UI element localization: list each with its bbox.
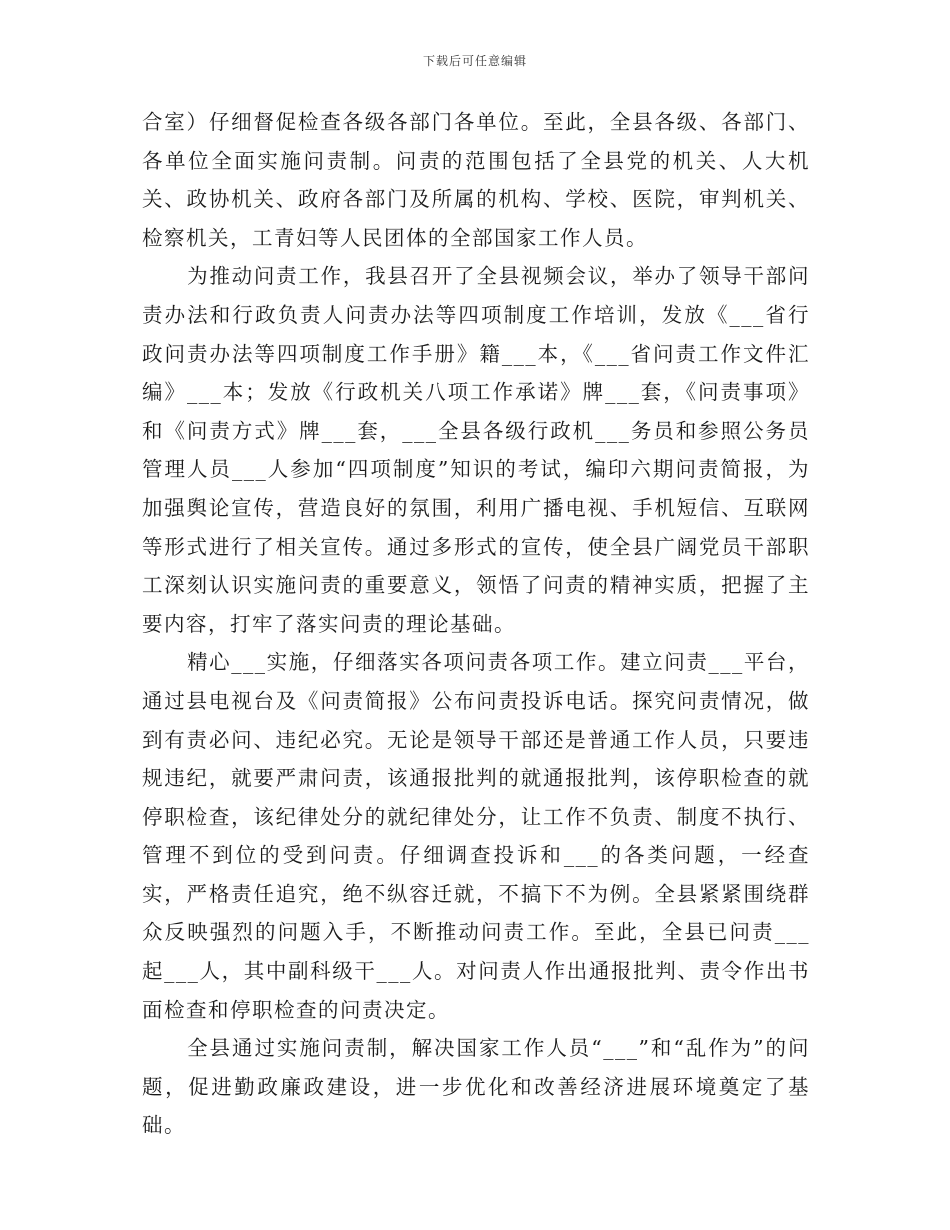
page-header: 下载后可任意编辑 (422, 54, 527, 68)
paragraph-3: 精心___实施，仔细落实各项问责各项工作。建立问责___平台，通过县电视台及《问责简报》公布问责投诉电话。探究问责情况，做到有责必问、违纪必究。无论是领导干部还是普通工作人员，只要违规违纪，就要严肃问责，该通报批判的就通报批判，该停职检查的就停职检查，该纪律处分的就纪律处分，让工作不负责、制度不执行、管理不到位的受到问责。仔细调查投诉和___的各类问题，一经查实，严格责任追究，绝不纵容迁就，不搞下不为例。全县紧紧围绕群众反映强烈的问题入手，不断推动问责工作。至此，全县已问责___起___人，其中副科级干___人。对问责人作出通报批判、责令作出书面检查和停职检查的问责决定。 (142, 650, 810, 1022)
paragraph-1: 合室）仔细督促检查各级各部门各单位。至此，全县各级、各部门、各单位全面实施问责制。问责的范围包括了全县党的机关、人大机关、政协机关、政府各部门及所属的机构、学校、医院，审判机关、检察机关，工青妇等人民团体的全部国家工作人员。 (142, 110, 810, 250)
document-body (142, 103, 810, 1145)
paragraph-2: 为推动问责工作，我县召开了全县视频会议，举办了领导干部问责办法和行政负责人问责办法等四项制度工作培训，发放《___省行政问责办法等四项制度工作手册》籍___本，《___省问责工作文件汇编》___本；发放《行政机关八项工作承诺》牌___套，《问责事项》和《问责方式》牌___套，___全县各级行政机___务员和参照公务员管理人员___人参加“四项制度”知识的考试，编印六期问责简报，为加强舆论宣传，营造良好的氛围，利用广播电视、手机短信、互联网等形式进行了相关宣传。通过多形式的宣传，使全县广阔党员干部职工深刻认识实施问责的重要意义，领悟了问责的精神实质，把握了主要内容，打牢了落实问责的理论基础。 (142, 264, 810, 636)
paragraph-4: 全县通过实施问责制，解决国家工作人员“___”和“乱作为”的问题，促进勤政廉政建设，进一步优化和改善经济进展环境奠定了基础。 (142, 1036, 810, 1138)
